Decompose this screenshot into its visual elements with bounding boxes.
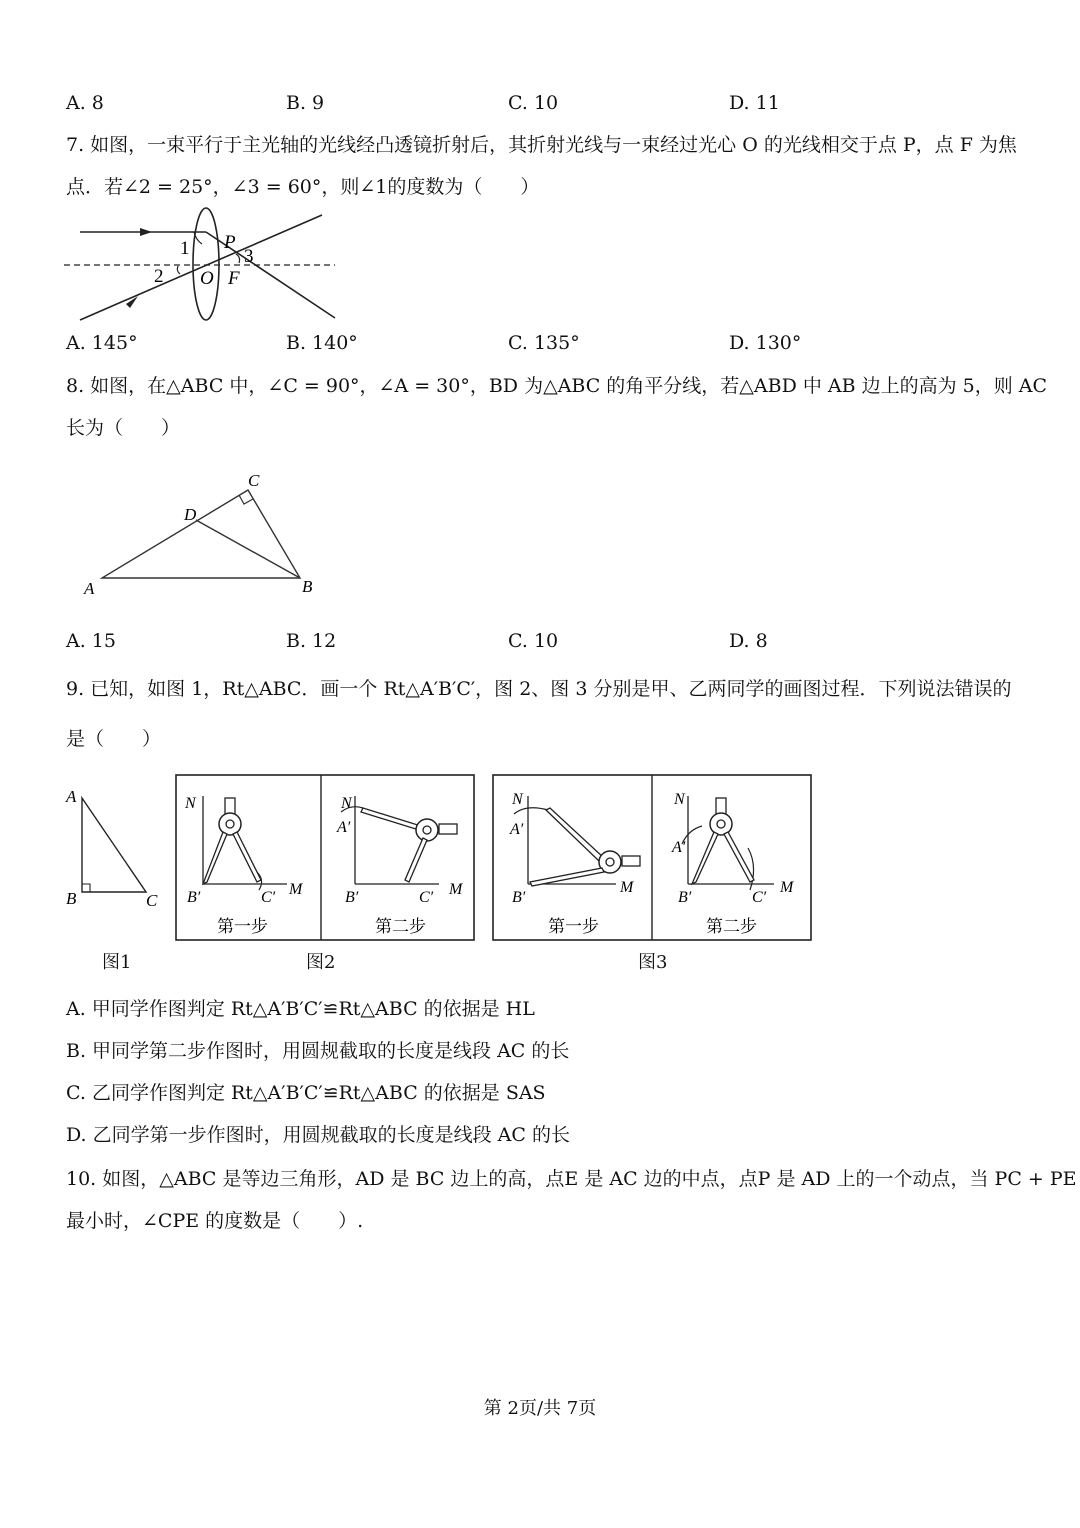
svg-text:N: N [341,795,352,812]
q8-option-a: A. 15 [66,630,116,652]
svg-text:N: N [185,795,196,812]
svg-text:M: M [449,881,463,898]
q9-fig3-step2: 第二步 [706,917,757,936]
q9-option-d: D. 乙同学第一步作图时，用圆规截取的长度是线段 AC 的长 [66,1124,570,1146]
q8-label-d: D [184,505,197,524]
q7-label-1: 1 [180,238,190,259]
q10-text-line2: 最小时，∠CPE 的度数是（ ）. [66,1210,364,1232]
q9-fig2-step1: 第一步 [217,917,268,936]
svg-text:N: N [512,791,523,808]
q9-fig2-panels [175,774,475,941]
q9-option-a: A. 甲同学作图判定 Rt△A′B′C′≌Rt△ABC 的依据是 HL [66,998,535,1020]
q9-caption-fig1: 图1 [102,952,132,973]
svg-text:A′: A′ [672,839,686,856]
q6-option-d: D. 11 [729,92,780,114]
svg-text:M: M [620,879,634,896]
svg-text:A′: A′ [510,821,524,838]
q8-label-b: B [302,577,313,596]
q9-caption-fig2: 图2 [306,952,336,973]
svg-text:C′: C′ [261,889,276,906]
q8-option-b: B. 12 [286,630,337,652]
q9-text-line1: 9. 已知，如图 1，Rt△ABC．画一个 Rt△A′B′C′，图 2、图 3 分别是甲、乙两同学的画图过程．下列说法错误的 [66,678,1012,700]
q9-fig1-label-a: A [66,787,77,806]
q7-label-p: P [224,232,236,253]
q9-fig3-panels [492,774,812,941]
svg-text:C′: C′ [419,889,434,906]
q8-text-line1: 8. 如图，在△ABC 中，∠C = 90°，∠A = 30°，BD 为△ABC 的角平分线，若△ABD 中 AB 边上的高为 5，则 AC [66,375,1048,397]
svg-text:N: N [674,791,685,808]
q9-text-line2: 是（ ） [66,728,162,750]
q7-label-o: O [200,268,214,289]
q8-label-a: A [84,579,95,598]
q9-fig1-triangle [62,784,162,914]
q8-label-c: C [248,471,260,490]
q7-option-b: B. 140° [286,332,358,354]
q6-option-b: B. 9 [286,92,325,114]
q7-option-c: C. 135° [508,332,580,354]
q7-label-3: 3 [244,246,254,267]
svg-text:B′: B′ [187,889,201,906]
q9-option-c: C. 乙同学作图判定 Rt△A′B′C′≌Rt△ABC 的依据是 SAS [66,1082,546,1104]
q7-lens-figure [60,200,350,328]
q9-fig1-label-b: B [66,889,77,908]
svg-text:M: M [289,881,303,898]
q7-option-d: D. 130° [729,332,802,354]
svg-text:B′: B′ [512,889,526,906]
svg-text:M: M [780,879,794,896]
q7-label-f: F [228,268,240,289]
q7-option-a: A. 145° [66,332,138,354]
q8-triangle-figure [76,466,326,602]
q6-option-a: A. 8 [66,92,104,114]
q7-label-2: 2 [154,266,164,287]
q10-text-line1: 10. 如图，△ABC 是等边三角形，AD 是 BC 边上的高，点E 是 AC 边的中点，点P 是 AD 上的一个动点，当 PC + PE [66,1168,1077,1190]
q8-text-line2: 长为（ ） [66,417,181,439]
q9-fig1-label-c: C [146,891,158,910]
svg-text:C′: C′ [752,889,767,906]
q9-option-b: B. 甲同学第二步作图时，用圆规截取的长度是线段 AC 的长 [66,1040,570,1062]
q7-text-line1: 7. 如图，一束平行于主光轴的光线经凸透镜折射后，其折射光线与一束经过光心 O 的光线相交于点 P，点 F 为焦 [66,134,1017,156]
q8-option-c: C. 10 [508,630,559,652]
svg-text:B′: B′ [345,889,359,906]
q6-option-c: C. 10 [508,92,559,114]
q9-fig2-step2: 第二步 [375,917,426,936]
q9-caption-fig3: 图3 [638,952,668,973]
q7-text-line2: 点．若∠2 = 25°，∠3 = 60°，则∠1的度数为（ ） [66,176,540,198]
page-footer: 第 2页/共 7页 [483,1398,597,1419]
q9-fig3-step1: 第一步 [548,917,599,936]
q8-option-d: D. 8 [729,630,768,652]
svg-text:A′: A′ [337,819,351,836]
svg-text:B′: B′ [678,889,692,906]
